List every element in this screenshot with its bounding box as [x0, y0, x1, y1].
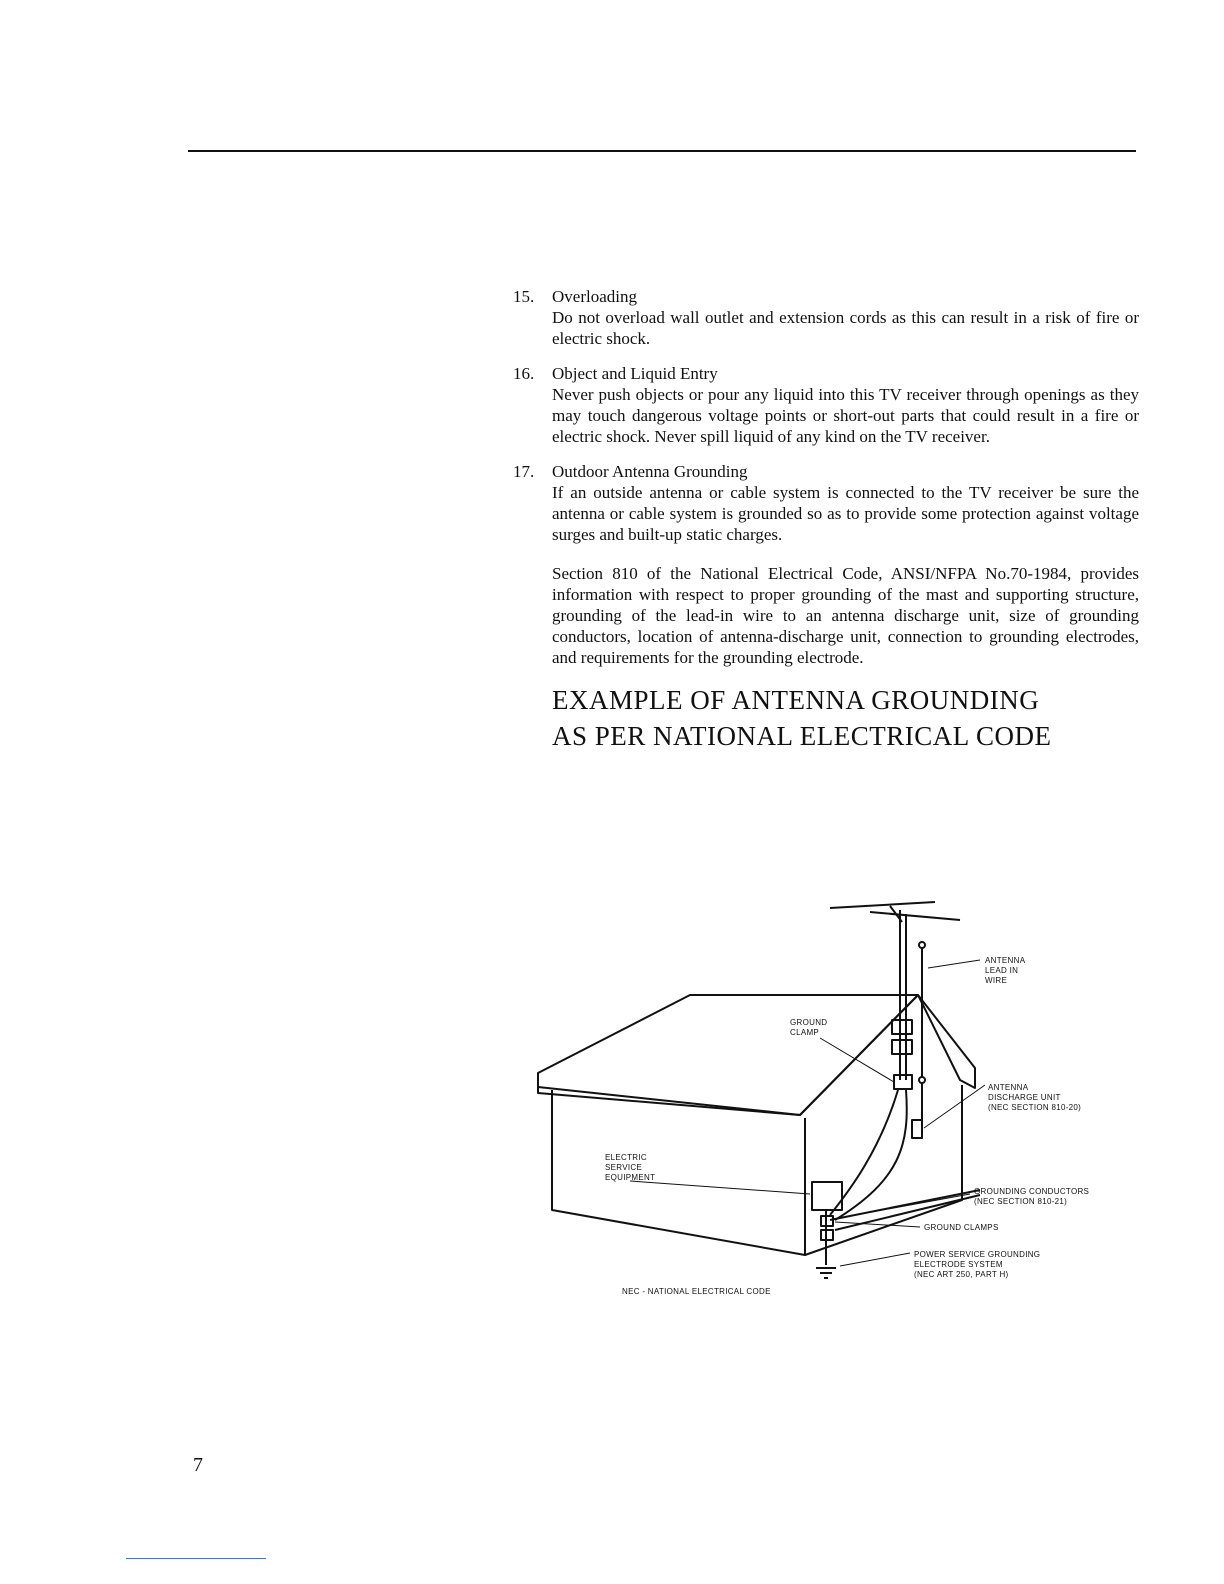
item-paragraph: Section 810 of the National Electrical Code, ANSI/NFPA No.70-1984, provides information with respect to proper grounding of the mast and supporting structure, grounding of the lead-in wire to an antenna discharge unit, size of grounding conductors, location of antenna-discharge unit, connection to grounding electrodes, and requirements for the grounding electrode.	[552, 564, 1139, 667]
label-ground-clamp: GROUND	[790, 1018, 828, 1027]
svg-text:DISCHARGE UNIT: DISCHARGE UNIT	[988, 1093, 1061, 1102]
item-title: Object and Liquid Entry	[552, 364, 718, 383]
top-rule	[188, 150, 1136, 152]
label-power-service-grounding: POWER SERVICE GROUNDING	[914, 1250, 1041, 1259]
item-title: Overloading	[552, 287, 637, 306]
svg-text:(NEC SECTION 810-20): (NEC SECTION 810-20)	[988, 1103, 1082, 1112]
diagram-heading-line: AS PER NATIONAL ELECTRICAL CODE	[552, 721, 1052, 751]
label-nec-footnote: NEC - NATIONAL ELECTRICAL CODE	[622, 1287, 771, 1296]
page-number: 7	[193, 1454, 203, 1476]
item-outdoor-antenna-grounding	[513, 461, 1139, 668]
antenna-grounding-diagram	[530, 890, 1130, 1310]
label-electric-service-equipment: ELECTRIC	[605, 1153, 647, 1162]
label-antenna-lead-in: ANTENNA	[985, 956, 1026, 965]
item-number: 17.	[513, 462, 535, 481]
svg-text:(NEC SECTION 810-21): (NEC SECTION 810-21)	[974, 1197, 1068, 1206]
label-antenna-discharge-unit: ANTENNA	[988, 1083, 1029, 1092]
grounding-conductor	[830, 1090, 898, 1215]
svg-text:WIRE: WIRE	[985, 976, 1008, 985]
svg-text:LEAD IN: LEAD IN	[985, 966, 1019, 975]
ground-clamp	[892, 1020, 912, 1034]
house-antenna-illustration	[530, 890, 1130, 1310]
label-ground-clamps: GROUND CLAMPS	[924, 1223, 999, 1232]
svg-text:(NEC ART 250, PART H): (NEC ART 250, PART H)	[914, 1270, 1009, 1279]
label-grounding-conductors: GROUNDING CONDUCTORS	[974, 1187, 1090, 1196]
item-paragraph: If an outside antenna or cable system is connected to the TV receiver be sure the antenna or cable system is grounded so as to provide some protection against voltage surges and built-up static charges.	[552, 483, 1139, 544]
item-object-liquid-entry	[513, 363, 1139, 447]
diagram-heading	[552, 682, 1139, 754]
house-front-wall	[552, 1090, 805, 1255]
svg-text:CLAMP: CLAMP	[790, 1028, 820, 1037]
item-overloading	[513, 286, 1139, 349]
item-paragraph: Never push objects or pour any liquid into this TV receiver through openings as they may touch dangerous voltage points or short-out parts that could result in a fire or electric shock. Never spill liquid of any kind on the TV receiver.	[552, 385, 1139, 446]
antenna-discharge-unit	[912, 1120, 922, 1138]
diagram-heading-line: EXAMPLE OF ANTENNA GROUNDING	[552, 685, 1040, 715]
item-paragraph: Do not overload wall outlet and extension cords as this can result in a risk of fire or electric shock.	[552, 308, 1139, 348]
house-roof-gable	[918, 995, 975, 1088]
antenna-element	[830, 902, 935, 908]
house-roof	[538, 995, 918, 1115]
svg-text:ELECTRODE SYSTEM: ELECTRODE SYSTEM	[914, 1260, 1003, 1269]
svg-text:SERVICE: SERVICE	[605, 1163, 643, 1172]
item-title: Outdoor Antenna Grounding	[552, 462, 748, 481]
item-number: 15.	[513, 287, 535, 306]
svg-text:EQUIPMENT: EQUIPMENT	[605, 1173, 656, 1182]
safety-instructions	[513, 286, 1139, 754]
item-number: 16.	[513, 364, 535, 383]
footer-link-underline	[126, 1558, 266, 1559]
